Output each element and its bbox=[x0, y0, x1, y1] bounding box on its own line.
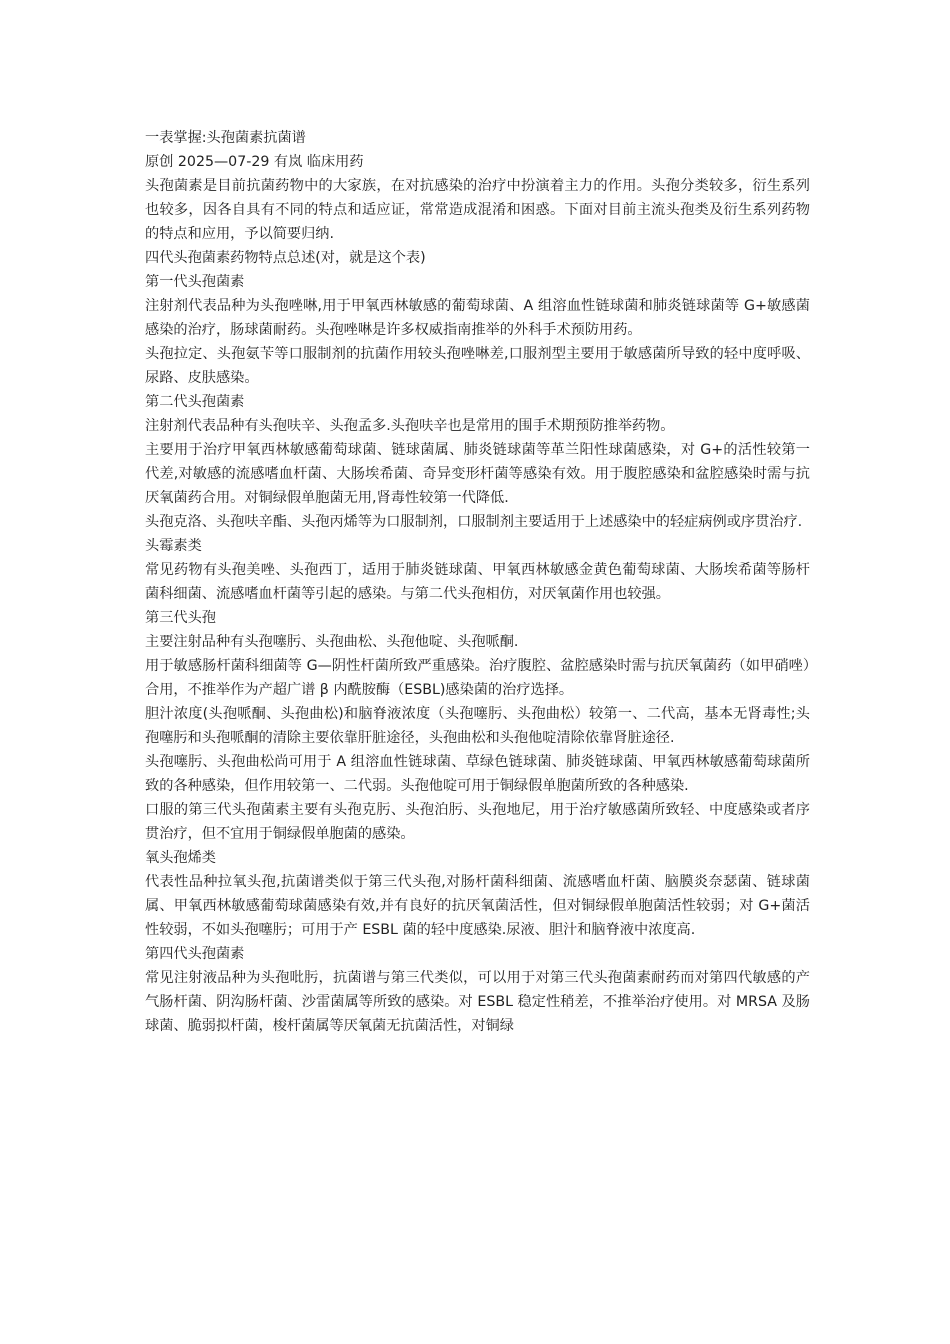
paragraph: 口服的第三代头孢菌素主要有头孢克肟、头孢泊肟、头孢地尼，用于治疗敏感菌所致轻、中度感染或者序贯治疗，但不宜用于铜绿假单胞菌的感染。 bbox=[145, 802, 810, 842]
section-heading: 第四代头孢菌素 bbox=[145, 946, 245, 962]
paragraph: 用于敏感肠杆菌科细菌等 G—阴性杆菌所致严重感染。治疗腹腔、盆腔感染时需与抗厌氧菌药（如甲硝唑）合用，不推举作为产超广谱 β 内酰胺酶（ESBL)感染菌的治疗选择。 bbox=[145, 658, 810, 698]
section-heading: 四代头孢菌素药物特点总述(对，就是这个表) bbox=[145, 250, 426, 266]
paragraph: 注射剂代表品种为头孢唑啉,用于甲氧西林敏感的葡萄球菌、A 组溶血性链球菌和肺炎链球菌等 G+敏感菌感染的治疗，肠球菌耐药。头孢唑啉是许多权威指南推举的外科手术预防用药。 bbox=[145, 298, 810, 338]
section-heading: 第一代头孢菌素 bbox=[145, 274, 245, 290]
paragraph: 胆汁浓度(头孢哌酮、头孢曲松)和脑脊液浓度（头孢噻肟、头孢曲松）较第一、二代高，基本无肾毒性;头孢噻肟和头孢哌酮的清除主要依靠肝脏途径，头孢曲松和头孢他啶清除依靠肾脏途径. bbox=[145, 706, 810, 746]
paragraph: 主要注射品种有头孢噻肟、头孢曲松、头孢他啶、头孢哌酮. bbox=[145, 634, 519, 650]
section-heading: 氧头孢烯类 bbox=[145, 850, 216, 866]
section-heading: 第三代头孢 bbox=[145, 610, 216, 626]
paragraph: 代表性品种拉氧头孢,抗菌谱类似于第三代头孢,对肠杆菌科细菌、流感嗜血杆菌、脑膜炎奈瑟菌、链球菌属、甲氧西林敏感葡萄球菌感染有效,并有良好的抗厌氧菌活性，但对铜绿假单胞菌活性较弱；对 G+菌活性较弱，不如头孢噻肟；可用于产 ESBL 菌的轻中度感染.尿液、胆汁和脑脊液中浓度高. bbox=[145, 874, 810, 938]
paragraph: 头孢拉定、头孢氨苄等口服制剂的抗菌作用较头孢唑啉差,口服剂型主要用于敏感菌所导致的轻中度呼吸、尿路、皮肤感染。 bbox=[145, 346, 810, 386]
document-page bbox=[145, 126, 810, 1038]
document-title: 一表掌握:头孢菌素抗菌谱 bbox=[145, 130, 306, 146]
paragraph: 头孢噻肟、头孢曲松尚可用于 A 组溶血性链球菌、草绿色链球菌、肺炎链球菌、甲氧西林敏感葡萄球菌所致的各种感染，但作用较第一、二代弱。头孢他啶可用于铜绿假单胞菌所致的各种感染. bbox=[145, 754, 810, 794]
section-heading: 头霉素类 bbox=[145, 538, 202, 554]
paragraph: 常见注射液品种为头孢吡肟，抗菌谱与第三代类似，可以用于对第三代头孢菌素耐药而对第四代敏感的产气肠杆菌、阴沟肠杆菌、沙雷菌属等所致的感染。对 ESBL 稳定性稍差，不推举治疗使用。对 MRSA 及肠球菌、脆弱拟杆菌，梭杆菌属等厌氧菌无抗菌活性，对铜绿 bbox=[145, 970, 810, 1034]
paragraph: 注射剂代表品种有头孢呋辛、头孢孟多.头孢呋辛也是常用的围手术期预防推举药物。 bbox=[145, 418, 675, 434]
document-byline: 原创 2025—07-29 有岚 临床用药 bbox=[145, 154, 364, 170]
section-heading: 第二代头孢菌素 bbox=[145, 394, 245, 410]
paragraph: 头孢克洛、头孢呋辛酯、头孢丙烯等为口服制剂，口服制剂主要适用于上述感染中的轻症病例或序贯治疗. bbox=[145, 514, 803, 530]
paragraph: 常见药物有头孢美唑、头孢西丁，适用于肺炎链球菌、甲氧西林敏感金黄色葡萄球菌、大肠埃希菌等肠杆菌科细菌、流感嗜血杆菌等引起的感染。与第二代头孢相仿，对厌氧菌作用也较强。 bbox=[145, 562, 810, 602]
paragraph: 主要用于治疗甲氧西林敏感葡萄球菌、链球菌属、肺炎链球菌等革兰阳性球菌感染，对 G+的活性较第一代差,对敏感的流感嗜血杆菌、大肠埃希菌、奇异变形杆菌等感染有效。用于腹腔感染和盆腔感染时需与抗厌氧菌药合用。对铜绿假单胞菌无用,肾毒性较第一代降低. bbox=[145, 442, 810, 506]
paragraph: 头孢菌素是目前抗菌药物中的大家族，在对抗感染的治疗中扮演着主力的作用。头孢分类较多，衍生系列也较多，因各自具有不同的特点和适应证，常常造成混淆和困惑。下面对目前主流头孢类及衍生系列药物的特点和应用，予以简要归纳. bbox=[145, 178, 810, 242]
